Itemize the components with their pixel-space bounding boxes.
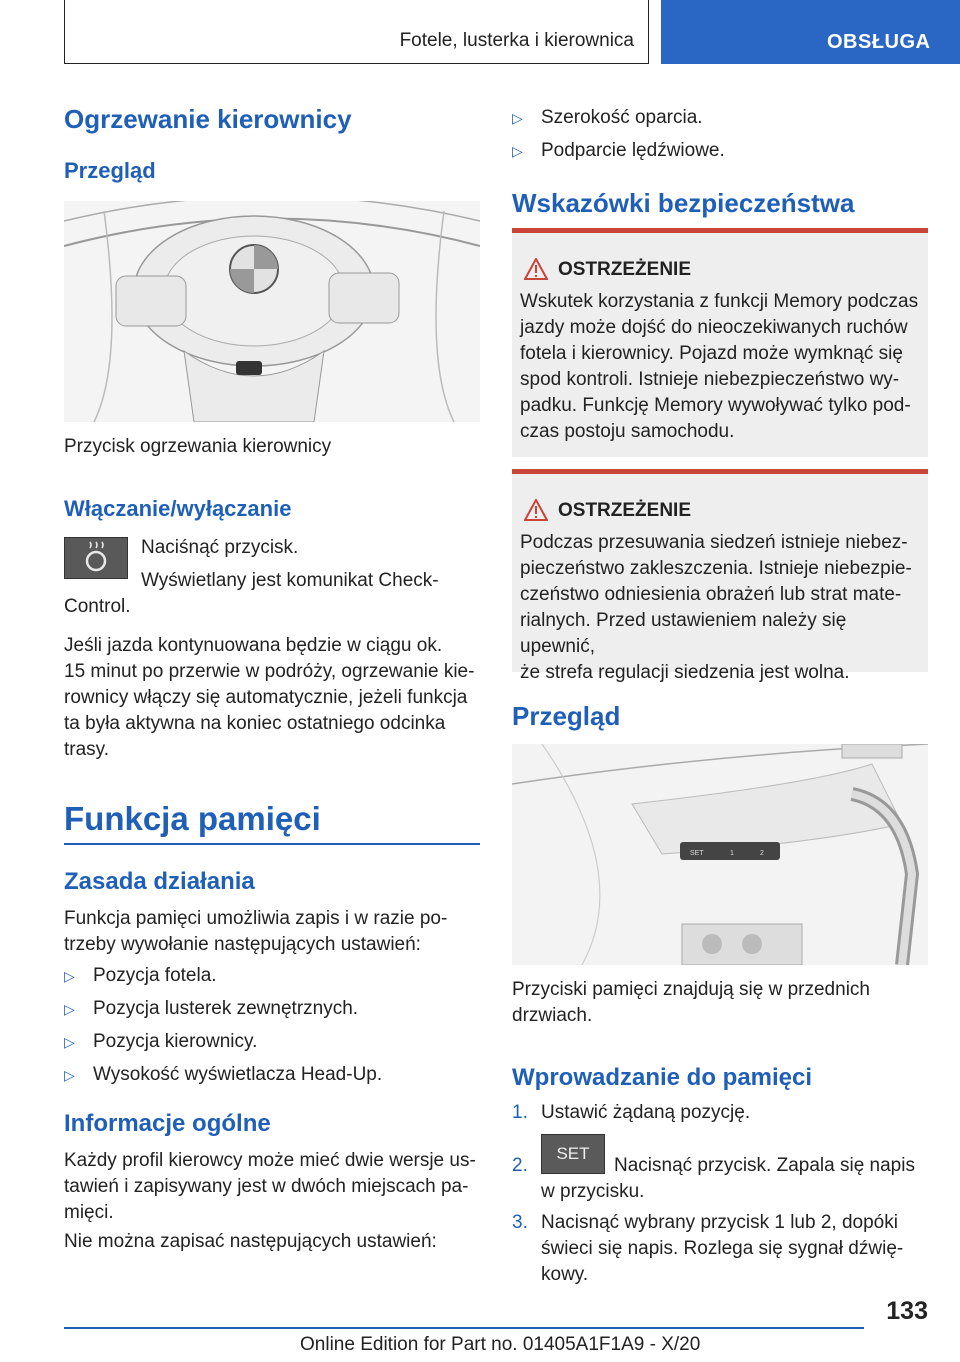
text-line: trzeby wywołanie następujących ustawień:: [64, 934, 421, 955]
triangle-bullet-icon: ▷: [64, 1067, 75, 1083]
list-item-label: Podparcie lędźwiowe.: [541, 140, 725, 161]
warning-box-1: [512, 228, 928, 457]
caption-steering-button: Przycisk ogrzewania kierownicy: [64, 436, 332, 457]
warning-title: OSTRZEŻENIE: [558, 259, 692, 280]
heading-on-off: Włączanie/wyłączanie: [64, 496, 292, 521]
heading-overview-right: Przegląd: [512, 701, 621, 731]
warning-triangle-icon: [524, 258, 548, 280]
list-item: [64, 963, 217, 989]
list-item: [64, 1029, 257, 1055]
header-frame: [64, 0, 649, 64]
list-item-label: Pozycja fotela.: [93, 965, 217, 986]
list-item: [512, 105, 703, 131]
step-text: Ustawić żądaną pozycję.: [541, 1102, 751, 1123]
list-item-label: Wysokość wyświetlacza Head-Up.: [93, 1064, 383, 1085]
list-item-label: Szerokość oparcia.: [541, 107, 703, 128]
press-text: Naciśnąć przycisk.: [141, 537, 299, 558]
text-line: Wskutek korzystania z funkcji Memory podczas: [520, 291, 919, 312]
step-text: w przycisku.: [541, 1181, 645, 1202]
text-line: Nacisnąć wybrany przycisk 1 lub 2, dopóki: [541, 1212, 898, 1233]
chapter-tab[interactable]: OBSŁUGA: [661, 0, 960, 64]
heading-safety: Wskazówki bezpieczeństwa: [512, 188, 855, 218]
triangle-bullet-icon: ▷: [64, 1001, 75, 1017]
heading-steering-heating: Ogrzewanie kierownicy: [64, 104, 352, 134]
general-paragraph: [64, 1148, 476, 1226]
text-line: Podczas przesuwania siedzeń istnieje niebez-: [520, 532, 908, 553]
text-line: trasy.: [64, 739, 110, 760]
step-text: Nacisnąć przycisk. Zapala się napis: [614, 1155, 915, 1176]
page-number: 133: [886, 1297, 928, 1325]
door-button-set: SET: [690, 850, 704, 857]
heading-overview-left: Przegląd: [64, 158, 156, 183]
heated-wheel-button-image: [64, 537, 128, 579]
auto-heating-paragraph: [64, 633, 474, 763]
text-line: mięci.: [64, 1202, 114, 1223]
triangle-bullet-icon: ▷: [64, 968, 75, 984]
step-number: 3.: [512, 1212, 528, 1233]
warning-box-2: [512, 469, 928, 683]
text-line: czeństwo odniesienia obrażeń lub strat mate-: [520, 584, 902, 605]
step-number: 2.: [512, 1155, 528, 1176]
triangle-bullet-icon: ▷: [512, 143, 523, 159]
text-line: czas postoju samochodu.: [520, 421, 735, 442]
list-item-label: Pozycja lusterek zewnętrznych.: [93, 998, 359, 1019]
list-item-label: Pozycja kierownicy.: [93, 1031, 258, 1052]
text-line: jazdy może dojść do nieoczekiwanych ruchów: [520, 317, 908, 338]
text-line: rialnych. Przed ustawieniem należy się upewnić,: [520, 610, 847, 657]
steering-wheel-photo: [64, 201, 480, 422]
heading-memory-function: Funkcja pamięci: [64, 800, 321, 837]
heading-principle: Zasada działania: [64, 868, 255, 895]
list-item: [512, 138, 725, 164]
heading-underline: [64, 843, 480, 845]
check-control-line2: Control.: [64, 596, 131, 617]
step-text-block: [541, 1210, 903, 1288]
text-line: padku. Funkcję Memory wywoływać tylko pod-: [520, 395, 911, 416]
door-button-2: 2: [760, 850, 764, 857]
text-line: świeci się napis. Rozlega się sygnał dźwię-: [541, 1238, 904, 1259]
text-line: spod kontroli. Istnieje niebezpieczeństwo wy-: [520, 369, 900, 390]
text-line: tawień i zapisywany jest w dwóch miejscach pa-: [64, 1176, 469, 1197]
text-line: kowy.: [541, 1264, 589, 1285]
text-line: Jeśli jazda kontynuowana będzie w ciągu ok.: [64, 635, 443, 656]
text-line: pieczeństwo zakleszczenia. Istnieje niebezpie-: [520, 558, 912, 579]
text-line: ta była aktywna na koniec ostatniego odcinka: [64, 713, 446, 734]
text-line: że strefa regulacji siedzenia jest wolna.: [520, 662, 850, 683]
footer-rule: [64, 1327, 864, 1329]
door-caption: [512, 977, 870, 1029]
door-memory-buttons-photo: [512, 744, 928, 965]
footer-edition: Online Edition for Part no. 01405A1F1A9 - X/20: [300, 1334, 701, 1355]
text-line: Każdy profil kierowcy może mieć dwie wersje us-: [64, 1150, 476, 1171]
heading-store-memory: Wprowadzanie do pamięci: [512, 1064, 813, 1091]
warning-title: OSTRZEŻENIE: [558, 500, 692, 521]
triangle-bullet-icon: ▷: [64, 1034, 75, 1050]
principle-paragraph: [64, 906, 447, 958]
text-line: fotela i kierownicy. Pojazd może wymknąć się: [520, 343, 903, 364]
door-button-1: 1: [730, 850, 734, 857]
text-line: drzwiach.: [512, 1005, 593, 1026]
triangle-bullet-icon: ▷: [512, 110, 523, 126]
text-line: 15 minut po przerwie w podróży, ogrzewanie kie-: [64, 661, 475, 682]
set-button-image: SET: [541, 1134, 605, 1174]
list-item: [64, 996, 358, 1022]
text-line: Przyciski pamięci znajdują się w przednich: [512, 979, 870, 1000]
warning-triangle-icon: [524, 499, 548, 521]
text-line: rownicy włączy się automatycznie, jeżeli funkcja: [64, 687, 468, 708]
heading-general-info: Informacje ogólne: [64, 1110, 271, 1137]
list-item: [64, 1062, 382, 1088]
not-saved-paragraph: Nie można zapisać następujących ustawień:: [64, 1231, 437, 1252]
section-title: Fotele, lusterka i kierownica: [399, 30, 634, 51]
check-control-line1: Wyświetlany jest komunikat Check-: [141, 570, 439, 591]
text-line: Funkcja pamięci umożliwia zapis i w razie po-: [64, 908, 448, 929]
step-number: 1.: [512, 1102, 528, 1123]
